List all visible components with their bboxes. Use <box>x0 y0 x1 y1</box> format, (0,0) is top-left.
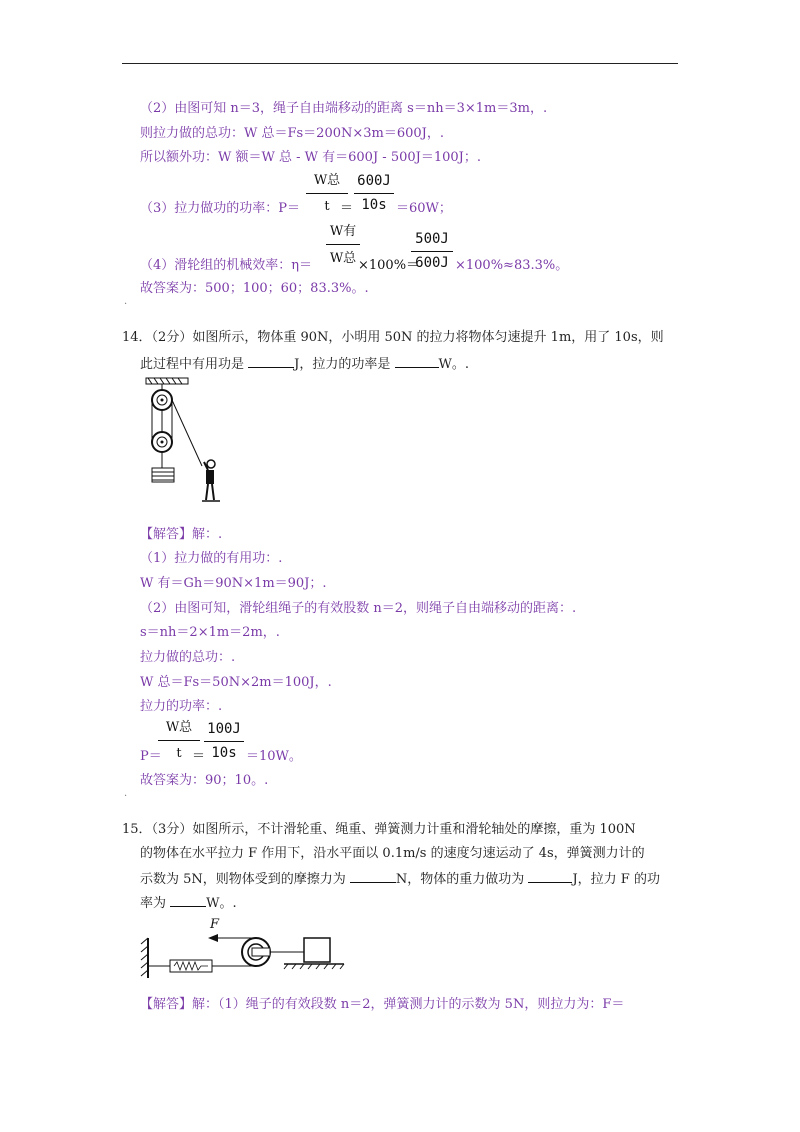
q15-line-4-part-a: 率为 <box>140 896 167 911</box>
paragraph-mark: . <box>124 788 128 799</box>
prev-answer: 故答案为：500；100；60；83.3%。. <box>140 281 369 296</box>
fraction-numerator: 500J <box>415 231 449 247</box>
q15-blank-power <box>170 894 206 907</box>
fraction-denominator: 10s <box>361 197 387 213</box>
times-100-percent: ×100%＝ <box>358 258 420 273</box>
prev-line-3: 所以额外功：W 额＝W 总 - W 有＝600J - 500J＝100J；. <box>140 150 482 165</box>
q14-blank-useful-work <box>248 355 294 368</box>
fraction-denominator: 600J <box>415 255 449 271</box>
q14-line-2-part-a: 此过程中有用功是 <box>140 357 245 372</box>
q14-solution-line-5: 拉力做的总功：. <box>140 650 236 665</box>
q14-pulley-figure <box>140 376 250 516</box>
fraction-numerator: W总 <box>313 173 341 188</box>
equals-sign-q14: ＝ <box>192 749 206 764</box>
prev-line-1: （2）由图可知 n＝3，绳子自由端移动的距离 s＝nh＝3×1m＝3m，. <box>140 101 548 116</box>
fraction-denominator: t <box>324 199 330 214</box>
q14-answer: 故答案为：90；10。. <box>140 773 269 788</box>
q14-line-2-part-b: J，拉力的功率是 <box>294 357 391 372</box>
q15-blank-friction <box>350 870 396 883</box>
q15-solution-line: 【解答】解：（1）绳子的有效段数 n＝2，弹簧测力计的示数为 5N，则拉力为：F＝ <box>140 997 625 1012</box>
q14-solution-heading: 【解答】解：. <box>140 527 223 542</box>
equals-sign: ＝ <box>340 201 354 216</box>
header-rule <box>122 63 678 64</box>
prev-efficiency-prefix: （4）滑轮组的机械效率：η＝ <box>140 258 313 273</box>
q15-line-3-part-c: J，拉力 F 的功 <box>572 872 660 887</box>
q14-power-result: ＝10W。 <box>246 749 302 764</box>
prev-power-result: ＝60W； <box>396 201 452 216</box>
fraction-numerator: 100J <box>207 721 241 737</box>
fraction-useful-over-total <box>326 224 360 274</box>
q15-line-2: 的物体在水平拉力 F 作用下，沿水平面以 0.1m/s 的速度匀速运动了 4s，弹簧测力计的 <box>140 846 645 861</box>
fraction-100J-over-10s <box>204 722 244 768</box>
q14-line-2-part-c: W。. <box>438 357 470 372</box>
q15-line-1: 15．（3分）如图所示，不计滑轮重、绳重、弹簧测力计重和滑轮轴处的摩擦，重为 100N <box>122 822 636 837</box>
force-F-label: F <box>210 917 220 932</box>
q14-solution-line-1: （1）拉力做的有用功：. <box>140 551 283 566</box>
q14-solution-line-7: 拉力的功率：. <box>140 699 223 714</box>
fraction-numerator: W总 <box>165 720 193 735</box>
q15-line-3 <box>140 870 660 888</box>
q14-solution-line-2: W 有＝Gh＝90N×1m＝90J；. <box>140 576 327 591</box>
q15-line-3-part-a: 示数为 5N，则物体受到的摩擦力为 <box>140 872 346 887</box>
q15-line-4-part-b: W。. <box>206 896 237 911</box>
fraction-numerator: W有 <box>329 224 357 239</box>
fraction-numerator: 600J <box>357 173 391 189</box>
fraction-500J-over-600J <box>411 232 453 278</box>
q14-line-1: 14．（2分）如图所示，物体重 90N，小明用 50N 的拉力将物体匀速提升 1m，用了 10s，则 <box>122 330 664 345</box>
q15-pulley-figure <box>138 914 358 984</box>
prev-power-prefix: （3）拉力做功的功率：P＝ <box>140 201 301 216</box>
fraction-600J-over-10s <box>354 174 394 220</box>
q14-line-2 <box>140 355 469 373</box>
q14-power-prefix: P＝ <box>140 749 162 764</box>
q15-line-4 <box>140 894 237 912</box>
q14-solution-line-3: （2）由图可知，滑轮组绳子的有效股数 n＝2，则绳子自由端移动的距离：. <box>140 601 577 616</box>
paragraph-mark: . <box>124 296 128 307</box>
prev-line-2: 则拉力做的总功：W 总＝Fs＝200N×3m＝600J，. <box>140 126 445 141</box>
fraction-denominator: t <box>176 746 182 761</box>
q14-solution-line-6: W 总＝Fs＝50N×2m＝100J，. <box>140 675 332 690</box>
fraction-denominator: 10s <box>211 745 237 761</box>
q14-solution-line-4: s＝nh＝2×1m＝2m，. <box>140 625 280 640</box>
prev-efficiency-result: ×100%≈83.3%。 <box>455 258 569 273</box>
q15-line-3-part-b: N，物体的重力做功为 <box>395 872 525 887</box>
fraction-denominator: W总 <box>329 251 357 266</box>
q14-blank-power <box>395 355 439 368</box>
q15-blank-gravity-work <box>528 870 572 883</box>
